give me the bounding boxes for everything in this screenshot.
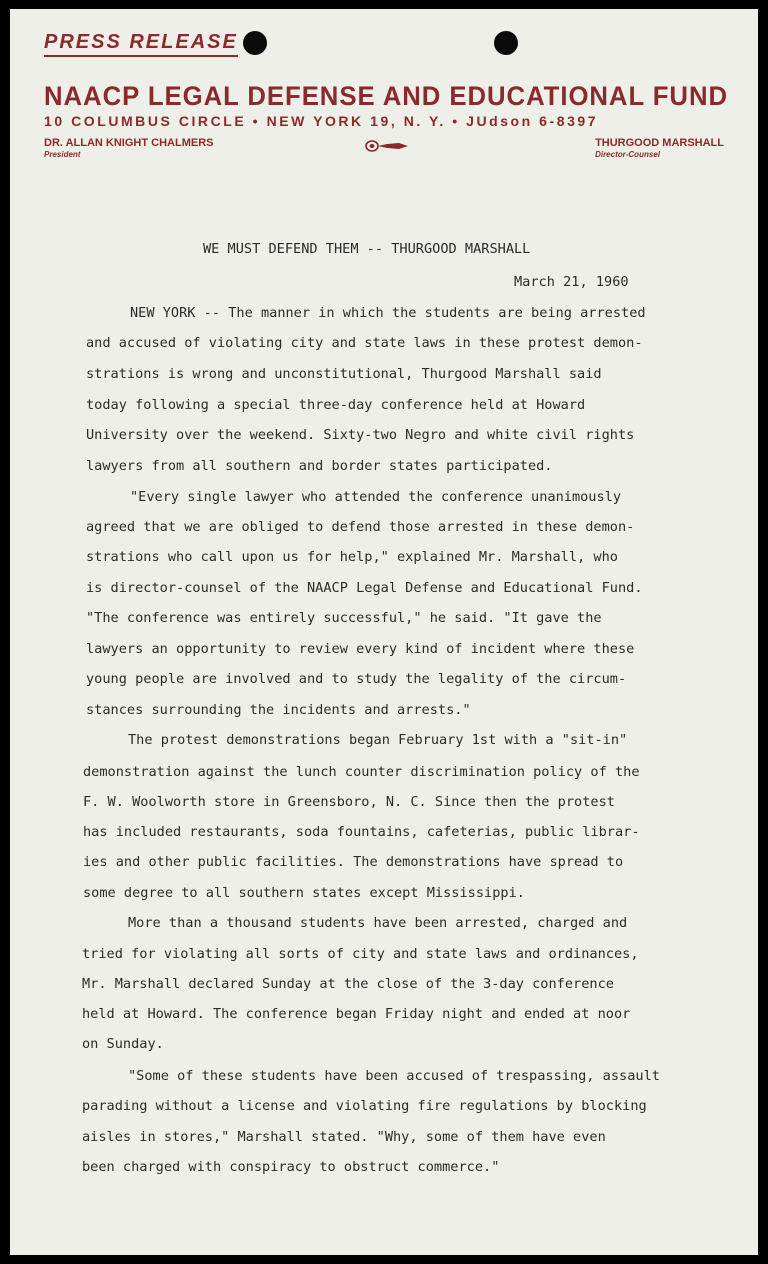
body-line: strations who call upon us for help," explained Mr. Marshall, who <box>86 549 618 565</box>
body-line: demonstration against the lunch counter discrimination policy of the <box>83 764 640 780</box>
body-line: been charged with conspiracy to obstruct commerce." <box>82 1159 500 1175</box>
body-line: University over the weekend. Sixty-two Negro and white civil rights <box>86 427 635 443</box>
organization-name: NAACP LEGAL DEFENSE AND EDUCATIONAL FUND <box>44 81 729 111</box>
naacp-emblem-icon <box>365 139 409 153</box>
body-line: young people are involved and to study the legality of the circum- <box>86 671 627 687</box>
body-line: lawyers from all southern and border states participated. <box>86 458 553 474</box>
body-line: More than a thousand students have been arrested, charged and <box>128 915 628 931</box>
body-line: "Every single lawyer who attended the conference unanimously <box>130 489 622 505</box>
body-line: is director-counsel of the NAACP Legal Defense and Educational Fund. <box>86 580 643 596</box>
release-headline: WE MUST DEFEND THEM -- THURGOOD MARSHALL <box>203 241 531 257</box>
counsel-name: THURGOOD MARSHALL <box>595 137 724 149</box>
president-block <box>44 137 213 159</box>
body-line: some degree to all southern states except Mississippi. <box>83 885 525 901</box>
body-line: agreed that we are obliged to defend those arrested in these demon- <box>86 519 635 535</box>
body-line: aisles in stores," Marshall stated. "Why, some of them have even <box>82 1129 606 1145</box>
punch-hole-left <box>243 31 267 55</box>
press-release-label: PRESS RELEASE <box>44 31 238 57</box>
counsel-title: Director-Counsel <box>595 150 660 159</box>
body-line: held at Howard. The conference began Friday night and ended at noor <box>82 1006 631 1022</box>
organization-address: 10 COLUMBUS CIRCLE • NEW YORK 19, N. Y. • JUdson 6-8397 <box>44 113 599 129</box>
counsel-block <box>595 137 724 159</box>
body-line: on Sunday. <box>82 1036 164 1052</box>
body-line: stances surrounding the incidents and arrests." <box>86 702 471 718</box>
punch-hole-right <box>494 31 518 55</box>
body-line: "The conference was entirely successful," he said. "It gave the <box>86 610 602 626</box>
body-line: has included restaurants, soda fountains, cafeterias, public librar- <box>83 824 640 840</box>
body-line: today following a special three-day conference held at Howard <box>86 397 586 413</box>
body-line: NEW YORK -- The manner in which the students are being arrested <box>130 305 646 321</box>
president-title: President <box>44 150 81 159</box>
body-line: ies and other public facilities. The demonstrations have spread to <box>83 854 624 870</box>
body-line: "Some of these students have been accused of trespassing, assault <box>128 1068 660 1084</box>
document-page <box>10 9 758 1255</box>
body-line: tried for violating all sorts of city and state laws and ordinances, <box>82 946 639 962</box>
body-line: The protest demonstrations began February 1st with a "sit-in" <box>128 732 628 748</box>
president-name: DR. ALLAN KNIGHT CHALMERS <box>44 137 214 149</box>
body-line: and accused of violating city and state laws in these protest demon- <box>86 335 643 351</box>
release-date: March 21, 1960 <box>514 274 629 290</box>
body-line: Mr. Marshall declared Sunday at the close of the 3-day conference <box>82 976 614 992</box>
body-line: strations is wrong and unconstitutional, Thurgood Marshall said <box>86 366 602 382</box>
body-line: parading without a license and violating fire regulations by blocking <box>82 1098 647 1114</box>
body-line: lawyers an opportunity to review every kind of incident where these <box>86 641 635 657</box>
body-line: F. W. Woolworth store in Greensboro, N. C. Since then the protest <box>83 794 615 810</box>
